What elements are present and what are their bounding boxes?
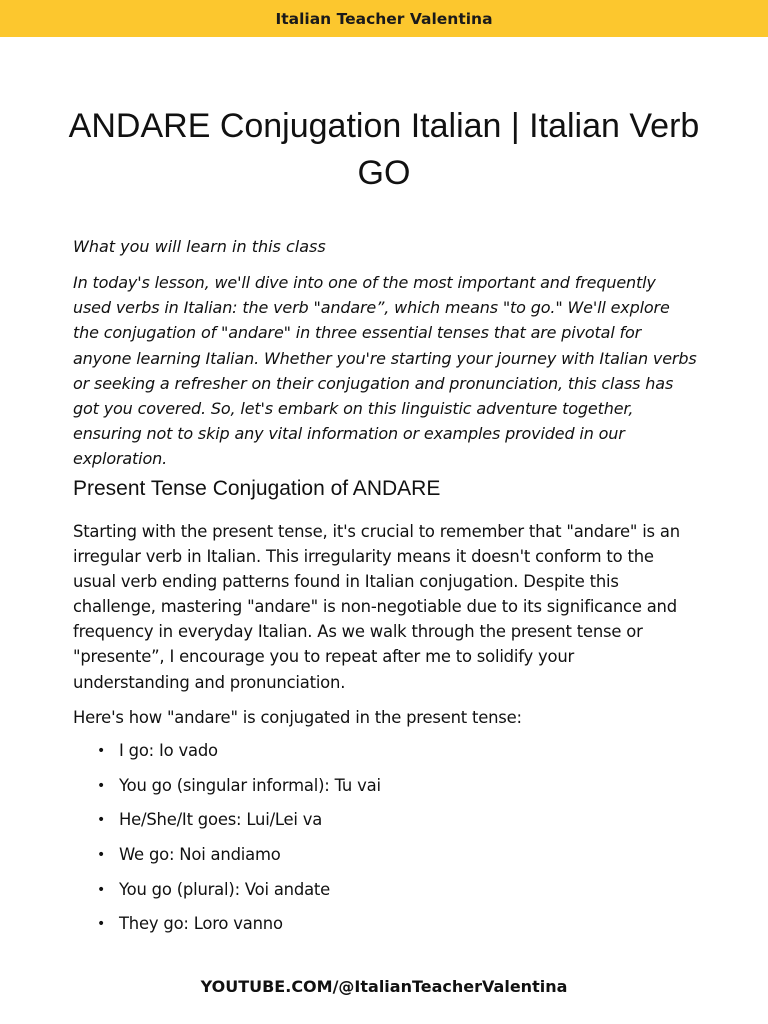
top-banner: [0, 0, 768, 37]
list-item: [73, 877, 703, 912]
list-item-text: They go: Loro vanno: [119, 914, 283, 934]
bullet-icon: •: [97, 916, 106, 933]
bullet-icon: •: [97, 743, 106, 759]
list-intro: Here's how "andare" is conjugated in the present tense:: [73, 708, 522, 727]
bullet-icon: •: [97, 881, 106, 898]
bullet-icon: •: [97, 777, 106, 794]
bullet-icon: •: [97, 812, 106, 829]
youtube-channel-link[interactable]: YOUTUBE.COM/@ItalianTeacherValentina: [200, 977, 568, 996]
intro-paragraph: In today's lesson, we'll dive into one of the most important and frequently used verbs in Italian: the verb "andare”, which means "to go." We'll explore the conjugation of "andare" in three essential tenses that are pivotal for anyone learning Italian. Whether you're starting your journey with Italian verbs or seeking a refresher on their conjugation and pronunciation, this class has got you covered. So, let's embark on this linguistic adventure together, ensuring not to skip any vital information or examples provided in our exploration.: [73, 273, 697, 469]
list-item: [73, 911, 703, 946]
list-item: [73, 842, 703, 877]
section-paragraph: Starting with the present tense, it's crucial to remember that "andare" is an irregular verb in Italian. This irregularity means it doesn't conform to the usual verb ending patterns found in Italian conjugation. Despite this challenge, mastering "andare" is non-negotiable due to its significance and frequency in everyday Italian. As we walk through the present tense or "presente”, I encourage you to repeat after me to solidify your understanding and pronunciation.: [73, 522, 680, 692]
list-item-text: You go (singular informal): Tu vai: [119, 775, 381, 795]
section-heading: Present Tense Conjugation of ANDARE: [73, 477, 441, 500]
conjugation-list: [73, 738, 703, 946]
list-item-text: I go: Io vado: [119, 741, 218, 760]
list-item: [73, 807, 703, 842]
bullet-icon: •: [97, 847, 106, 864]
intro-heading: What you will learn in this class: [73, 237, 326, 256]
list-item-text: He/She/It goes: Lui/Lei va: [119, 810, 323, 830]
list-item: [73, 773, 703, 808]
list-item-text: We go: Noi andiamo: [119, 845, 281, 865]
list-item: [73, 738, 703, 773]
banner-title: Italian Teacher Valentina: [275, 9, 493, 28]
page-title: ANDARE Conjugation Italian | Italian Verb GO: [68, 107, 700, 192]
list-item-text: You go (plural): Voi andate: [119, 879, 331, 899]
